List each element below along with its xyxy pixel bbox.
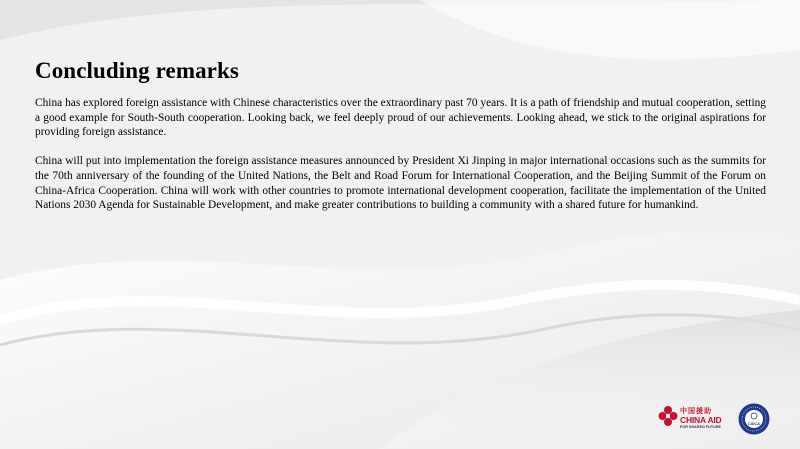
cidca-logo	[738, 403, 770, 435]
slide-body	[35, 96, 766, 227]
china-aid-logo	[658, 403, 728, 437]
china-aid-emblem-icon	[658, 403, 678, 433]
paragraph-1: China has explored foreign assistance with Chinese characteristics over the extraordinary past 70 years. It is a path of friendship and mutual cooperation, setting a good example for South-South cooperation. Looking back, we feel deeply proud of our achievements. Looking ahead, we stick to the original aspirations for providing foreign assistance.	[35, 97, 766, 139]
slide-title: Concluding remarks	[35, 58, 239, 83]
china-aid-name: CHINA AID	[680, 415, 722, 425]
footer-logos	[658, 403, 770, 437]
paragraph-2: China will put into implementation the foreign assistance measures announced by President Xi Jinping in major international occasions such as the summits for the 70th anniversary of the founding of the United Nations, the Belt and Road Forum for International Cooperation, and the Beijing Summit of the Forum on China-Africa Cooperation. China will work with other countries to promote international development cooperation, facilitate the implementation of the United Nations 2030 Agenda for Sustainable Development, and make greater contributions to building a community with a shared future for humankind.	[35, 155, 766, 212]
china-aid-chinese-text: 中国援助	[680, 408, 712, 415]
cidca-abbr: CIDCA	[747, 422, 761, 426]
china-aid-tagline: FOR SHARED FUTURE	[680, 425, 722, 429]
